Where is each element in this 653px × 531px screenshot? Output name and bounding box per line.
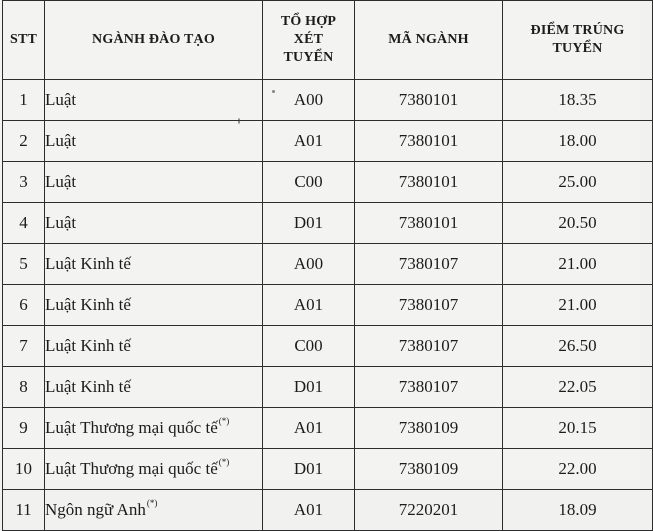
major-name: Luật xyxy=(45,172,77,191)
header-score xyxy=(503,1,653,80)
row-major-cell xyxy=(45,285,263,326)
row-score-cell: 25.00 xyxy=(503,162,653,203)
header-combo-line: TUYỂN xyxy=(283,50,334,65)
row-code-cell: 7380101 xyxy=(355,203,503,244)
header-stt: STT xyxy=(3,1,45,80)
row-code-cell: 7380109 xyxy=(355,449,503,490)
row-score-cell: 18.35 xyxy=(503,80,653,121)
row-combo-cell: D01 xyxy=(263,367,355,408)
row-combo-cell: D01 xyxy=(263,449,355,490)
row-stt-cell: 5 xyxy=(3,244,45,285)
row-score-cell: 22.05 xyxy=(503,367,653,408)
table-row xyxy=(3,121,653,162)
table-row xyxy=(3,162,653,203)
row-combo-cell: A01 xyxy=(263,408,355,449)
row-score-cell: 21.00 xyxy=(503,244,653,285)
header-combo-line: XÉT xyxy=(293,32,324,47)
row-code-cell: 7220201 xyxy=(355,490,503,531)
major-name: Luật Kinh tế xyxy=(45,336,131,355)
row-combo-cell: A01 xyxy=(263,121,355,162)
table-row xyxy=(3,367,653,408)
row-major-cell xyxy=(45,326,263,367)
table-row xyxy=(3,408,653,449)
major-name: Luật Kinh tế xyxy=(45,295,131,314)
row-major-cell xyxy=(45,80,263,121)
table-row xyxy=(3,80,653,121)
row-score-cell: 21.00 xyxy=(503,285,653,326)
row-score-cell: 20.15 xyxy=(503,408,653,449)
row-code-cell: 7380101 xyxy=(355,162,503,203)
major-name: Luật Kinh tế xyxy=(45,254,131,273)
row-code-cell: 7380107 xyxy=(355,367,503,408)
row-code-cell: 7380107 xyxy=(355,326,503,367)
header-score-line: ĐIỂM TRÚNG xyxy=(530,23,625,38)
row-combo-cell: C00 xyxy=(263,162,355,203)
major-name: Luật Kinh tế xyxy=(45,377,131,396)
major-name: Luật xyxy=(45,131,77,150)
table-header-row xyxy=(3,1,653,80)
row-major-cell xyxy=(45,203,263,244)
table-row xyxy=(3,326,653,367)
row-combo-cell: A00 xyxy=(263,244,355,285)
major-name: Ngôn ngữ Anh xyxy=(45,500,146,519)
row-stt-cell: 10 xyxy=(3,449,45,490)
row-combo-cell: A00 xyxy=(263,80,355,121)
row-code-cell: 7380109 xyxy=(355,408,503,449)
table-row xyxy=(3,490,653,531)
row-stt-cell: 1 xyxy=(3,80,45,121)
row-stt-cell: 8 xyxy=(3,367,45,408)
row-code-cell: 7380107 xyxy=(355,244,503,285)
header-combo xyxy=(263,1,355,80)
table-row xyxy=(3,449,653,490)
row-score-cell: 26.50 xyxy=(503,326,653,367)
row-major-cell xyxy=(45,367,263,408)
row-score-cell: 18.09 xyxy=(503,490,653,531)
row-stt-cell: 6 xyxy=(3,285,45,326)
row-major-cell xyxy=(45,490,263,531)
major-name: Luật xyxy=(45,213,77,232)
row-code-cell: 7380101 xyxy=(355,121,503,162)
row-major-cell xyxy=(45,244,263,285)
footnote-marker: (*) xyxy=(218,457,230,467)
header-score-line: TUYỂN xyxy=(552,41,603,56)
table-row xyxy=(3,203,653,244)
table-body xyxy=(3,80,653,531)
scan-speck xyxy=(272,90,275,93)
row-score-cell: 20.50 xyxy=(503,203,653,244)
admission-score-table xyxy=(2,0,653,531)
row-combo-cell: A01 xyxy=(263,490,355,531)
footnote-marker: (*) xyxy=(146,498,158,508)
row-major-cell xyxy=(45,449,263,490)
row-code-cell: 7380101 xyxy=(355,80,503,121)
row-stt-cell: 3 xyxy=(3,162,45,203)
row-major-cell xyxy=(45,408,263,449)
row-score-cell: 22.00 xyxy=(503,449,653,490)
row-combo-cell: A01 xyxy=(263,285,355,326)
header-major: NGÀNH ĐÀO TẠO xyxy=(45,1,263,80)
row-major-cell xyxy=(45,162,263,203)
table-row xyxy=(3,285,653,326)
row-code-cell: 7380107 xyxy=(355,285,503,326)
major-name: Luật Thương mại quốc tế xyxy=(45,459,218,478)
row-score-cell: 18.00 xyxy=(503,121,653,162)
row-combo-cell: C00 xyxy=(263,326,355,367)
row-stt-cell: 2 xyxy=(3,121,45,162)
row-stt-cell: 9 xyxy=(3,408,45,449)
row-combo-cell: D01 xyxy=(263,203,355,244)
header-combo-line: TỔ HỢP xyxy=(280,14,337,29)
row-major-cell xyxy=(45,121,263,162)
major-name: Luật xyxy=(45,90,77,109)
footnote-marker: (*) xyxy=(218,416,230,426)
major-name: Luật Thương mại quốc tế xyxy=(45,418,218,437)
table-row xyxy=(3,244,653,285)
row-stt-cell: 11 xyxy=(3,490,45,531)
row-stt-cell: 7 xyxy=(3,326,45,367)
header-code: MÃ NGÀNH xyxy=(355,1,503,80)
row-stt-cell: 4 xyxy=(3,203,45,244)
scan-speck xyxy=(238,118,240,124)
